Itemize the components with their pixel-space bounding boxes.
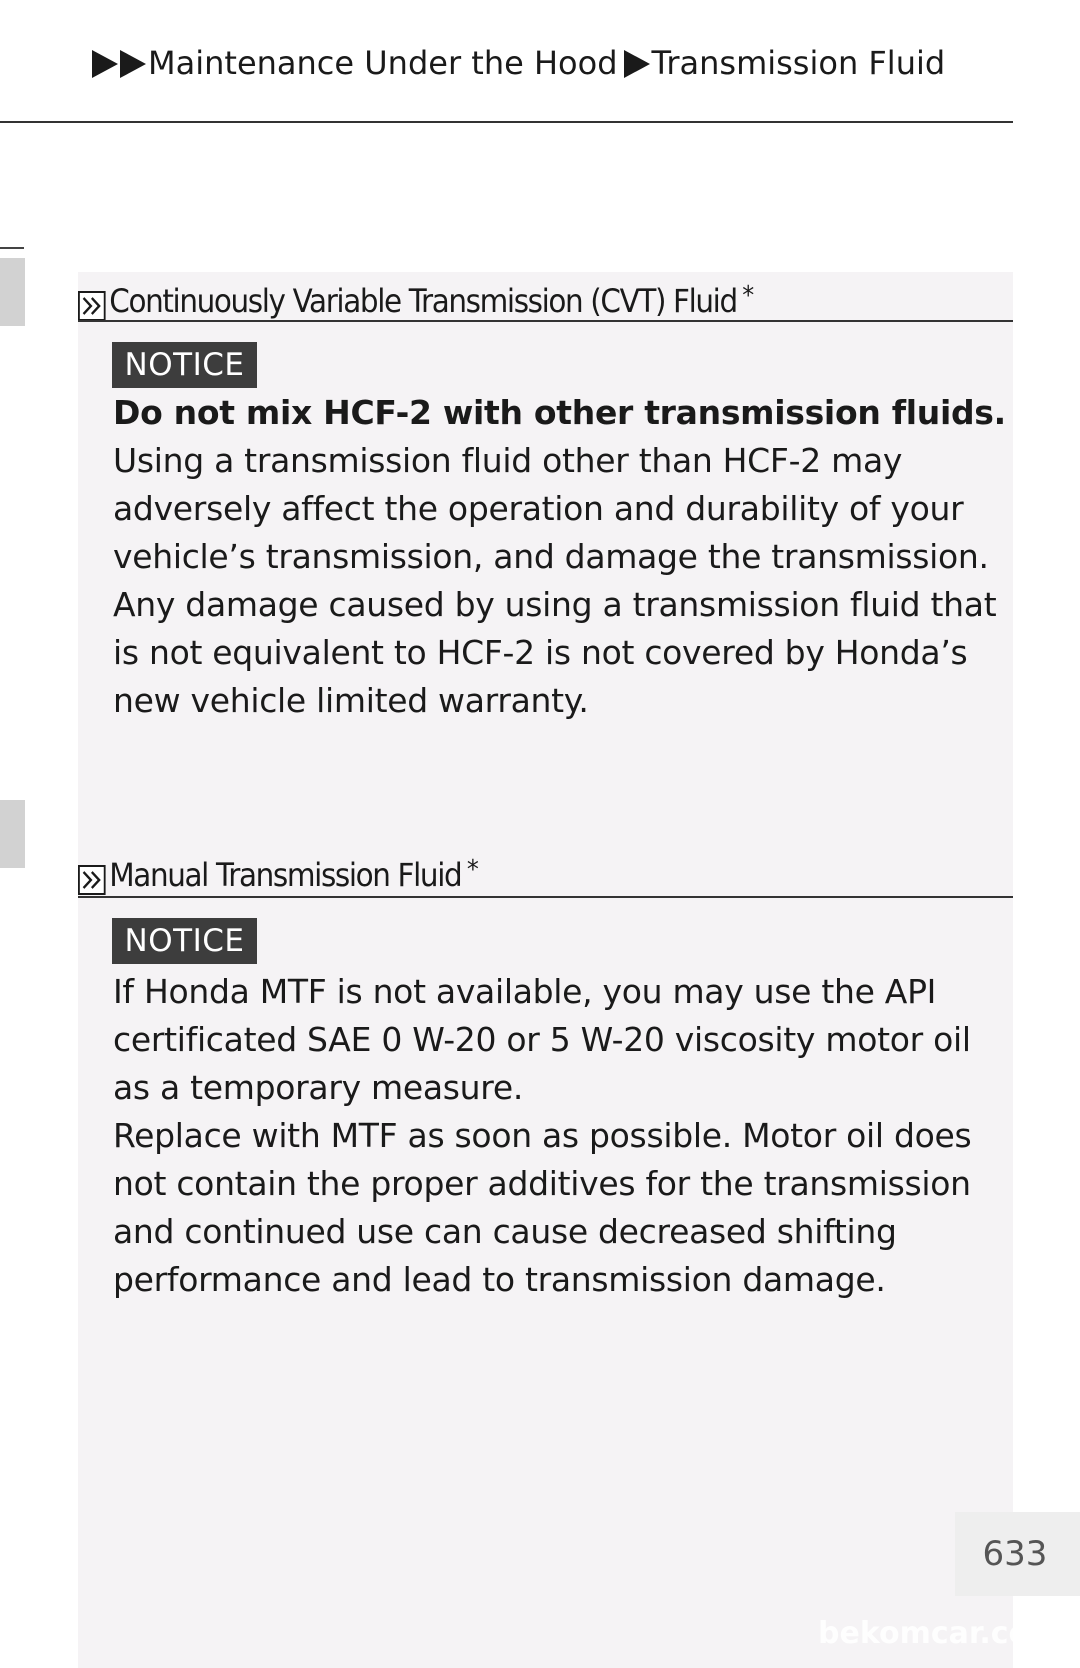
cvt-notice-text: [113, 389, 1013, 725]
double-chevron-right-icon: [78, 291, 106, 321]
mtf-notice-text: [113, 968, 1013, 1304]
page-number: 633: [982, 1534, 1048, 1574]
notice-badge: NOTICE: [112, 918, 257, 964]
footnote-marker: *: [466, 855, 478, 885]
footnote-marker: *: [742, 281, 753, 311]
notice-line: adversely affect the operation and durability of your: [113, 489, 964, 528]
triangle-right-icon: [120, 50, 146, 78]
notice-line: new vehicle limited warranty.: [113, 681, 589, 720]
breadcrumb-section: Maintenance Under the Hood: [148, 44, 618, 82]
notice-line: Replace with MTF as soon as possible. Motor oil does: [113, 1116, 972, 1155]
notice-line: certificated SAE 0 W-20 or 5 W-20 viscosity motor oil: [113, 1020, 971, 1059]
mtf-section-heading: [78, 850, 938, 895]
notice-line: Any damage caused by using a transmission fluid that: [113, 585, 997, 624]
notice-badge: NOTICE: [112, 342, 257, 388]
mtf-heading-text: Manual Transmission Fluid: [109, 856, 462, 894]
breadcrumb-topic: Transmission Fluid: [651, 44, 946, 82]
notice-line: Using a transmission fluid other than HCF-2 may: [113, 441, 903, 480]
notice-line: If Honda MTF is not available, you may use the API: [113, 972, 937, 1011]
cvt-section-heading: [78, 276, 938, 321]
triangle-right-icon: [624, 50, 650, 78]
notice-line: and continued use can cause decreased shifting: [113, 1212, 897, 1251]
notice-warning-headline: Do not mix HCF-2 with other transmission fluids.: [113, 393, 1006, 432]
double-chevron-right-icon: [78, 865, 106, 895]
cvt-heading-text: Continuously Variable Transmission (CVT) Fluid: [109, 282, 737, 320]
margin-tab-cvt: [0, 258, 25, 326]
breadcrumb: [92, 42, 1012, 84]
watermark: bekomcar.co: [818, 1616, 1030, 1651]
margin-tab-mtf: [0, 800, 25, 868]
notice-line: vehicle’s transmission, and damage the transmission.: [113, 537, 989, 576]
notice-line: as a temporary measure.: [113, 1068, 524, 1107]
notice-line: performance and lead to transmission damage.: [113, 1260, 886, 1299]
triangle-right-icon: [92, 50, 118, 78]
notice-line: not contain the proper additives for the transmission: [113, 1164, 971, 1203]
notice-line: is not equivalent to HCF-2 is not covered by Honda’s: [113, 633, 968, 672]
margin-tick: [0, 247, 24, 249]
mtf-heading-rule: [78, 896, 1013, 898]
header-divider: [0, 121, 1013, 123]
cvt-heading-rule: [78, 320, 1013, 322]
